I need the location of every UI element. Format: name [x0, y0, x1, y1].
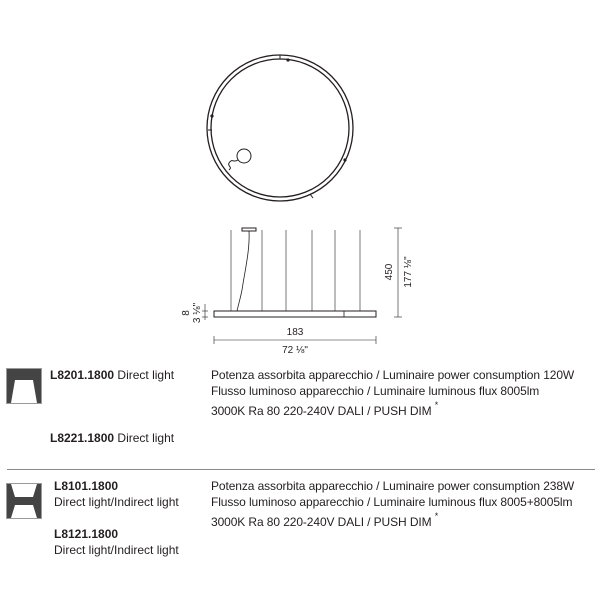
product-type: Direct light/Indirect light [54, 543, 179, 557]
product-type-row [54, 494, 179, 510]
spec-line-flux: Flusso luminoso apparecchio / Luminaire luminous flux 8005lm [211, 384, 540, 398]
product-code-row [50, 367, 174, 383]
width-in-label: 72 ⅛" [282, 345, 308, 356]
top-view-ring [207, 55, 353, 201]
product-code-row [54, 526, 118, 542]
spec-line-electrical [211, 399, 574, 419]
spec-line-flux: Flusso luminoso apparecchio / Luminaire luminous flux 8005+8005lm [211, 495, 573, 509]
product-type: Direct light/Indirect light [54, 495, 179, 509]
spec-block [211, 478, 574, 530]
spec-line-power: Potenza assorbita apparecchio / Luminaire power consumption 120W [211, 368, 575, 382]
thickness-mm-label: 8 [181, 310, 192, 316]
spec-line-electrical [211, 510, 574, 530]
product-code-row [50, 430, 174, 446]
width-mm-label: 183 [286, 327, 304, 338]
spec-line-power: Potenza assorbita apparecchio / Luminaire power consumption 238W [211, 479, 575, 493]
thickness-in-label: 3 ⅛" [192, 302, 203, 324]
product-code: L8221.1800 [50, 431, 115, 445]
height-in-label: 177 ⅛" [403, 256, 414, 288]
direct-indirect-light-icon [6, 483, 42, 519]
footnote-mark: * [434, 511, 439, 521]
product-code: L8121.1800 [54, 527, 119, 541]
height-mm-label: 450 [384, 263, 395, 281]
section-divider [7, 469, 595, 470]
product-code: L8101.1800 [54, 479, 119, 493]
spec-block [211, 367, 574, 419]
footnote-mark: * [434, 400, 439, 410]
spec-electrical-text: 3000K Ra 80 220-240V DALI / PUSH DIM [211, 515, 432, 529]
product-type: Direct light [117, 368, 175, 382]
product-type-row [54, 542, 179, 558]
product-code: L8201.1800 [50, 368, 115, 382]
product-type: Direct light [117, 431, 175, 445]
direct-light-icon [6, 368, 42, 404]
product-section-direct-indirect [0, 475, 600, 600]
product-section-direct [0, 360, 600, 460]
product-code-row [54, 478, 118, 494]
spec-electrical-text: 3000K Ra 80 220-240V DALI / PUSH DIM [211, 404, 432, 418]
